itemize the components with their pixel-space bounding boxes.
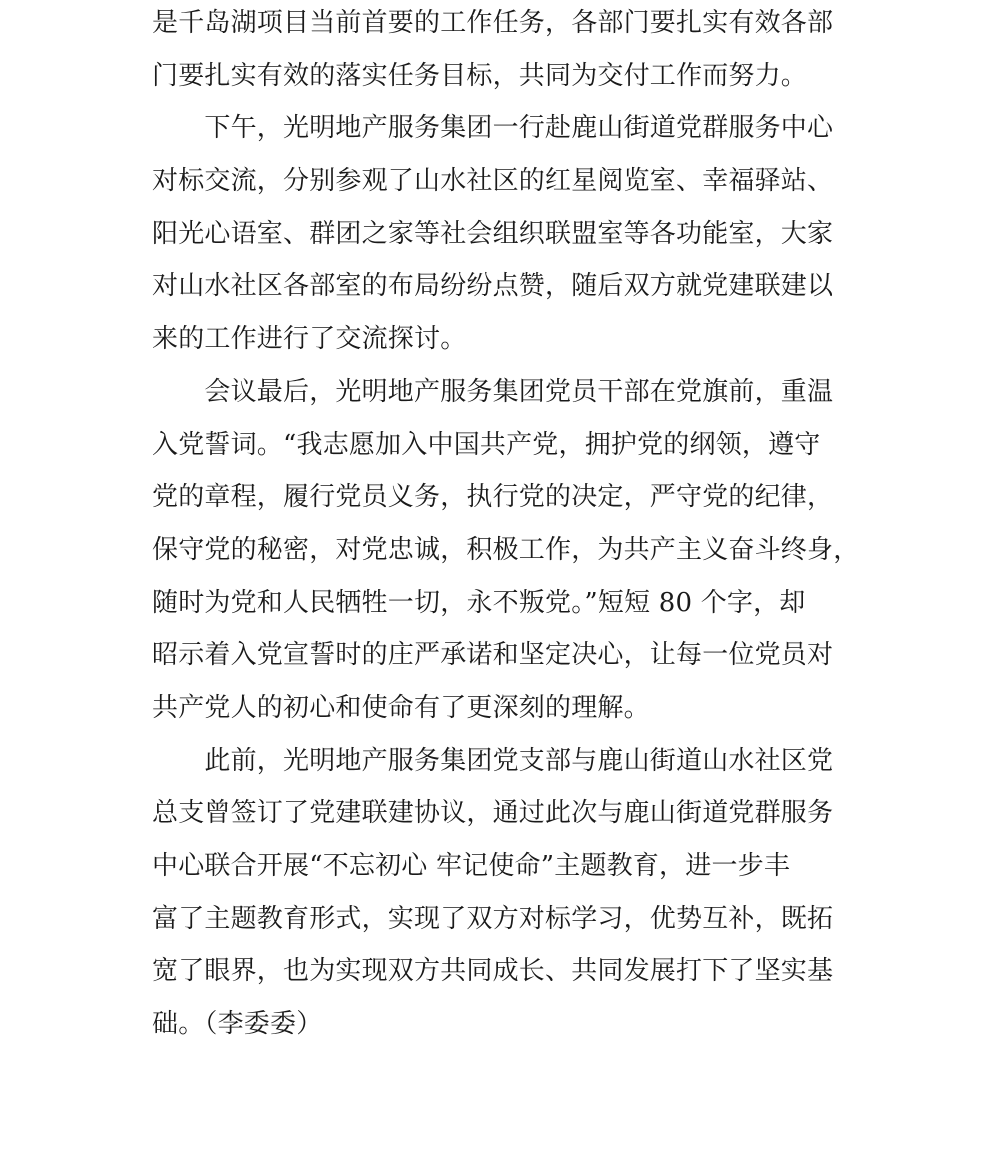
document-page: [152, 0, 860, 1051]
text-line: 入党誓词。“我志愿加入中国共产党，拥护党的纲领，遵守: [152, 429, 821, 460]
text-line: 宽了眼界，也为实现双方共同成长、共同发展打下了坚实基: [152, 956, 834, 987]
text-line: 对标交流，分别参观了山水社区的红星阅览室、幸福驿站、: [152, 166, 834, 197]
text-line: 是千岛湖项目当前首要的工作任务，各部门要扎实有效各部: [152, 8, 834, 38]
text-line: 总支曾签订了党建联建协议，通过此次与鹿山街道党群服务: [152, 798, 834, 829]
text-line: 随时为党和人民牺牲一切，永不叛党。”短短 80 个字，却: [152, 587, 806, 618]
text-line: 门要扎实有效的落实任务目标，共同为交付工作而努力。: [152, 60, 808, 91]
text-line: 共产党人的初心和使命有了更深刻的理解。: [152, 692, 650, 723]
text-line: 中心联合开展“不忘初心 牢记使命”主题教育，进一步丰: [152, 851, 791, 881]
text-line: 下午，光明地产服务集团一行赴鹿山街道党群服务中心: [152, 113, 834, 144]
text-line: 会议最后，光明地产服务集团党员干部在党旗前，重温: [152, 376, 834, 407]
text-line: 保守党的秘密，对党忠诚，积极工作，为共产主义奋斗终身，: [152, 534, 860, 565]
text-line: 此前，光明地产服务集团党支部与鹿山街道山水社区党: [152, 745, 834, 776]
text-line: 富了主题教育形式，实现了双方对标学习，优势互补，既拓: [152, 903, 834, 934]
text-line: 阳光心语室、群团之家等社会组织联盟室等各功能室，大家: [152, 218, 834, 249]
text-line: 础。（李委委）: [152, 1009, 323, 1040]
text-line: 来的工作进行了交流探讨。: [152, 324, 467, 355]
text-line: 昭示着入党宣誓时的庄严承诺和坚定决心，让每一位党员对: [152, 640, 834, 671]
text-line: 党的章程，履行党员义务，执行党的决定，严守党的纪律，: [152, 482, 834, 513]
text-line: 对山水社区各部室的布局纷纷点赞，随后双方就党建联建以: [152, 271, 834, 302]
